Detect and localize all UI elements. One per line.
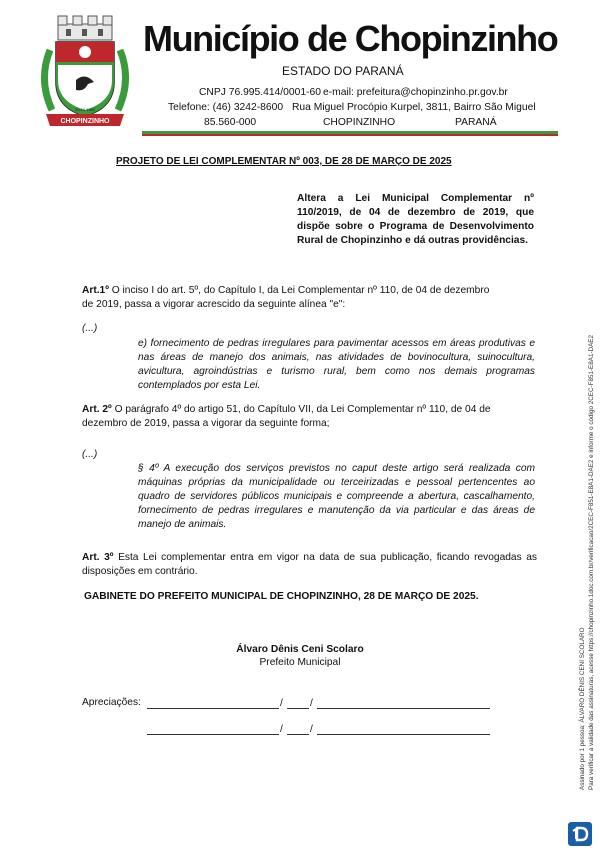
crest-text: CHOPINZINHO bbox=[60, 118, 110, 125]
signature-line-2: Para verificar a validade das assinaturas, acesse https://chopinzinho.1doc.com.br/verificacao/2CEC-F851-E8A1-DAE2 e informe o código 2CEC-F851-E8A1-DAE2 bbox=[588, 335, 595, 790]
signature-verification bbox=[566, 250, 595, 790]
municipal-crest bbox=[36, 10, 134, 132]
slash: / bbox=[310, 724, 313, 735]
blank-line bbox=[317, 734, 490, 735]
cnpj: CNPJ 76.995.414/0001-60 bbox=[199, 87, 321, 98]
closing-line: GABINETE DO PREFEITO MUNICIPAL DE CHOPINZINHO, 28 DE MARÇO DE 2025. bbox=[84, 591, 479, 602]
signature-line-1: Assinado por 1 pessoa: ÁLVARO DÊNIS CENI SCOLARO bbox=[579, 627, 586, 790]
ellipsis-2: (...) bbox=[82, 449, 98, 460]
blank-line bbox=[287, 708, 309, 709]
city: CHOPINZINHO bbox=[323, 117, 396, 128]
crest-date: 20.10.1964 bbox=[74, 107, 96, 112]
state-uf: PARANÁ bbox=[455, 117, 497, 128]
article-1-text: O inciso I do art. 5º, do Capítulo I, da Lei Complementar nº 110, de 04 de dezembro de 2019, passa a vigorar acrescido da seguinte alínea "e": bbox=[82, 285, 490, 310]
article-3 bbox=[82, 551, 537, 579]
article-2-quote: § 4º A execução dos serviços previstos no caput deste artigo será realizada com máquinas próprias da municipalidade ou terceirizadas e pessoal pertencentes ao quadro de servidores públicos municipais e compreende a abertura, cascalhamento, fornecimento de pedras irregulares e manutenção da via particular e das áreas de manejo de animais. bbox=[138, 463, 535, 530]
article-1-quote: e) fornecimento de pedras irregulares para pavimentar acessos em áreas produtivas e nas áreas de manejo dos animais, nas atividades de bovinocultura, suinocultura, avicultura, agroindústrias e turismo rural, bem como nos demais programas contemplados por esta Lei. bbox=[138, 338, 535, 391]
blank-line bbox=[317, 708, 490, 709]
apreciacoes-label: Apreciações: bbox=[82, 697, 141, 708]
slash: / bbox=[310, 698, 313, 709]
email-link[interactable]: e-mail: prefeitura@chopinzinho.pr.gov.br bbox=[323, 87, 508, 98]
article-2-label: Art. 2º bbox=[82, 404, 112, 415]
header-rule-red bbox=[142, 134, 558, 136]
article-1-label: Art.1º bbox=[82, 285, 109, 296]
slash: / bbox=[280, 724, 283, 735]
blank-line bbox=[147, 734, 279, 735]
blank-line bbox=[147, 708, 279, 709]
slash: / bbox=[280, 698, 283, 709]
ementa: Altera a Lei Municipal Complementar nº 110/2019, de 04 de dezembro de 2019, que dispõe sobre o Programa de Desenvolvimento Rural de Chopinzinho e dá outras providências. bbox=[297, 193, 534, 246]
article-1 bbox=[82, 284, 502, 312]
1doc-logo-icon bbox=[568, 822, 592, 846]
cep: 85.560-000 bbox=[204, 117, 257, 128]
article-2-text: O parágrafo 4º do artigo 51, do Capítulo VII, da Lei Complementar nº 110, de 04 de dezembro de 2019, passa a vigorar da seguinte forma; bbox=[82, 404, 491, 429]
municipality-title: Município de Chopinzinho bbox=[143, 18, 558, 59]
ellipsis-1: (...) bbox=[82, 323, 98, 334]
phone: Telefone: (46) 3242-8600 bbox=[168, 102, 284, 113]
state-subtitle: ESTADO DO PARANÁ bbox=[282, 64, 404, 78]
signer-role: Prefeito Municipal bbox=[259, 657, 341, 668]
address: Rua Miguel Procópio Kurpel, 3811, Bairro São Miguel bbox=[292, 102, 536, 113]
article-2 bbox=[82, 403, 500, 431]
signer-name: Álvaro Dênis Ceni Scolaro bbox=[236, 644, 364, 655]
document-title: PROJETO DE LEI COMPLEMENTAR Nº 003, DE 28 DE MARÇO DE 2025 bbox=[116, 156, 452, 167]
article-3-label: Art. 3º bbox=[82, 552, 114, 563]
blank-line bbox=[287, 734, 309, 735]
article-3-text: Esta Lei complementar entra em vigor na data de sua publicação, ficando revogadas as disposições em contrário. bbox=[82, 552, 537, 577]
